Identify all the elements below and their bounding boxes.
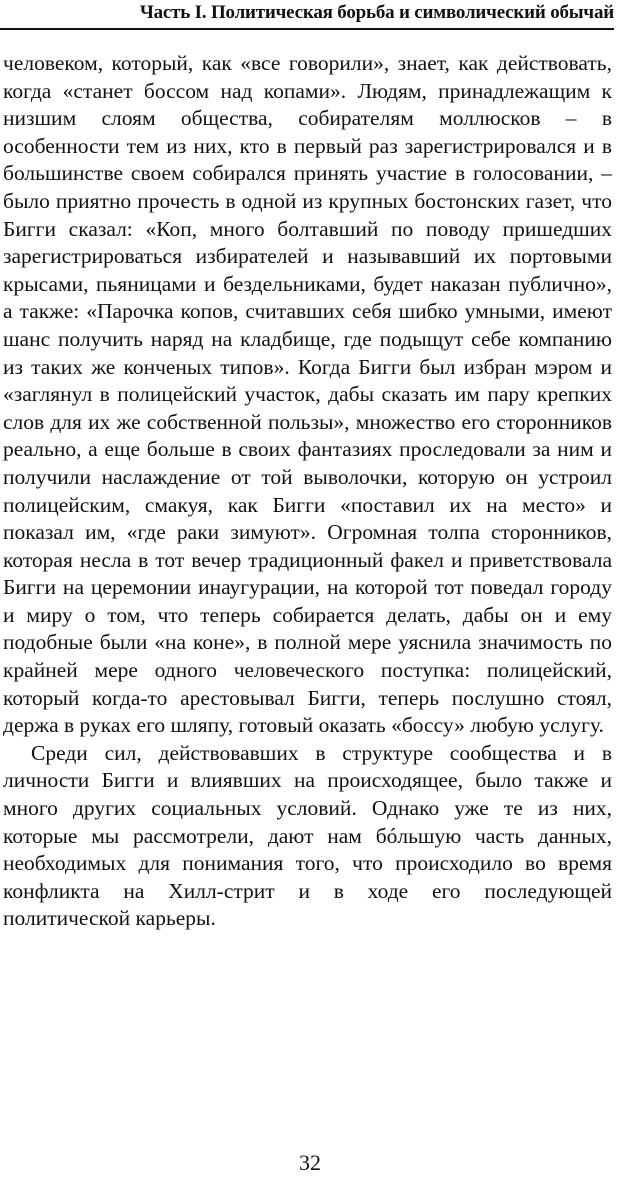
paragraph-1: человеком, который, как «все говорили», знает, как действовать, когда «станет боссом над копами». Людям, принадлежащим к низшим слоям общества, собирателям моллюсков – в особенности тем из них, кто в первый раз зарегистрировался и в большинстве своем собирался принять участие в голосовании, – было приятно прочесть в одной из крупных бостонских газет, что Бигги сказал: «Коп, много болтавший по поводу пришедших зарегистрироваться избирателей и называвший их портовыми крысами, пьяницами и бездельниками, будет наказан публично», а также: «Парочка копов, считавших себя шибко умными, имеют шанс получить наряд на кладбище, где подыщут себе компанию из таких же конченых типов». Когда Бигги был избран мэром и «заглянул в полицейский участок, дабы сказать им пару крепких слов для их же собственной пользы», множество его сторонников реально, а еще больше в своих фантазиях проследовали за ним и получили наслаждение от той выволочки, которую он устроил полицейским, смакуя, как Бигги «поставил их на место» и показал им, «где раки зимуют». Огромная толпа сторонников, которая несла в тот вечер традиционный факел и приветствовала Бигги на церемонии инаугурации, на которой тот поведал городу и миру о том, что теперь собирается делать, дабы он и ему подобные были «на коне», в полной мере уяснила значимость по крайней мере одного человеческого поступка: полицейский, который когда-то арестовывал Бигги, теперь послушно стоял, держа в руках его шляпу, готовый оказать «боссу» любую услугу. — [3, 51, 612, 738]
page-number: 32 — [299, 1150, 321, 1175]
body-text — [3, 50, 612, 933]
running-head: Часть I. Политическая борьба и символический обычай — [0, 0, 614, 30]
paragraph-2: Среди сил, действовавших в структуре сообщества и в личности Бигги и влиявших на происходящее, было также и много других социальных условий. Однако уже те из них, которые мы рассмотрели, дают нам бóльшую часть данных, необходимых для понимания того, что происходило во время конфликта на Хилл-стрит и в ходе его последующей политической карьеры. — [3, 740, 612, 931]
